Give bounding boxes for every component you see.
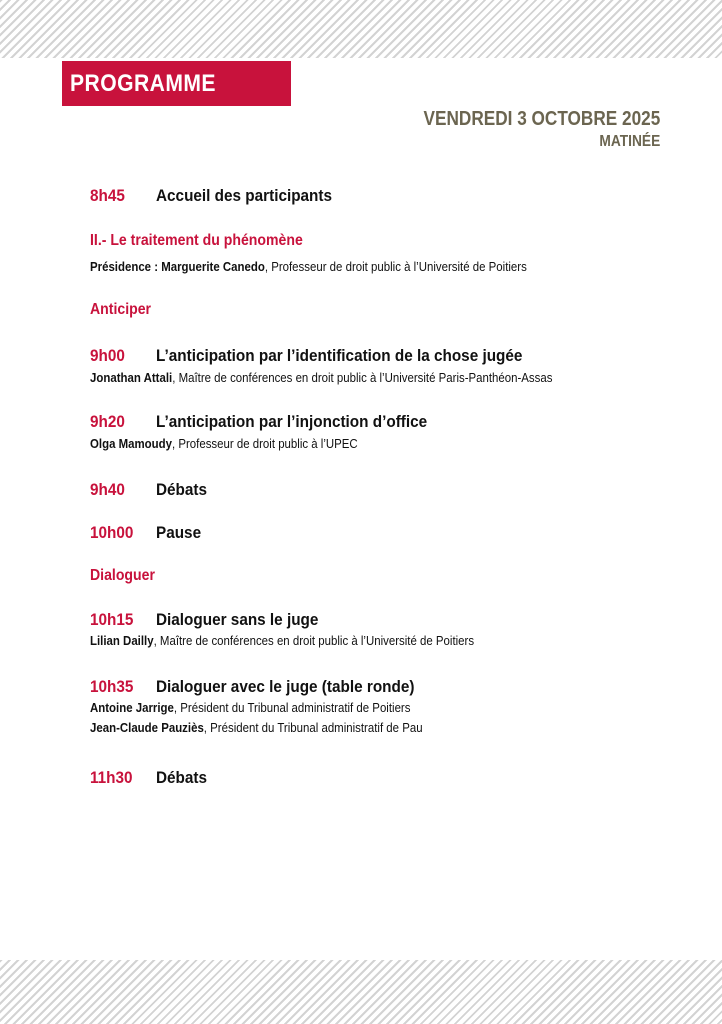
date-block: [385, 107, 660, 153]
speaker-line: [90, 436, 358, 451]
banner-title: PROGRAMME: [70, 70, 216, 97]
chair-line: [90, 259, 527, 274]
chair-name: Présidence : Marguerite Canedo: [90, 259, 265, 274]
item-title: Dialoguer avec le juge (table ronde): [156, 677, 415, 696]
item-title: Dialoguer sans le juge: [156, 610, 319, 629]
programme-banner: [62, 61, 291, 106]
speaker-name: Lilian Dailly: [90, 633, 154, 648]
chair-role: , Professeur de droit public à l’Université de Poitiers: [264, 259, 527, 274]
speaker-name: Olga Mamoudy: [90, 436, 173, 451]
speaker-role: , Maître de conférences en droit public à l’Université de Poitiers: [153, 633, 475, 648]
speaker-role: , Maître de conférences en droit public à l’Université Paris-Panthéon-Assas: [172, 370, 553, 385]
item-time: 10h00: [90, 523, 134, 542]
item-title: L’anticipation par l’identification de la chose jugée: [156, 346, 523, 365]
bottom-stripe-band: [0, 960, 722, 1024]
speaker-line: [90, 370, 552, 385]
event-date: VENDREDI 3 OCTOBRE 2025: [423, 108, 660, 130]
section-heading-anticiper: Anticiper: [90, 301, 152, 318]
item-title: Débats: [156, 480, 208, 499]
speaker-role: , Professeur de droit public à l’UPEC: [172, 436, 358, 451]
event-period: MATINÉE: [599, 133, 660, 150]
item-title: Accueil des participants: [156, 186, 333, 205]
speaker-line: [90, 720, 423, 735]
speaker-line: [90, 633, 474, 648]
item-title: Débats: [156, 768, 208, 787]
item-time: 9h00: [90, 346, 125, 365]
item-time: 8h45: [90, 186, 125, 205]
speaker-name: Antoine Jarrige: [90, 700, 174, 715]
item-title: L’anticipation par l’injonction d’office: [156, 412, 428, 431]
item-time: 10h15: [90, 610, 134, 629]
item-time: 9h40: [90, 480, 125, 499]
speaker-role: , Président du Tribunal administratif de Poitiers: [173, 700, 411, 715]
item-time: 9h20: [90, 412, 125, 431]
speaker-name: Jonathan Attali: [90, 370, 173, 385]
item-title: Pause: [156, 523, 202, 542]
item-time: 10h35: [90, 677, 134, 696]
section-heading-dialoguer: Dialoguer: [90, 567, 155, 584]
top-stripe-band: [0, 0, 722, 58]
item-time: 11h30: [90, 768, 133, 787]
speaker-name: Jean-Claude Pauziès: [90, 720, 204, 735]
part-title: II.- Le traitement du phénomène: [90, 232, 303, 249]
speaker-line: [90, 700, 410, 715]
speaker-role: , Président du Tribunal administratif de Pau: [203, 720, 423, 735]
